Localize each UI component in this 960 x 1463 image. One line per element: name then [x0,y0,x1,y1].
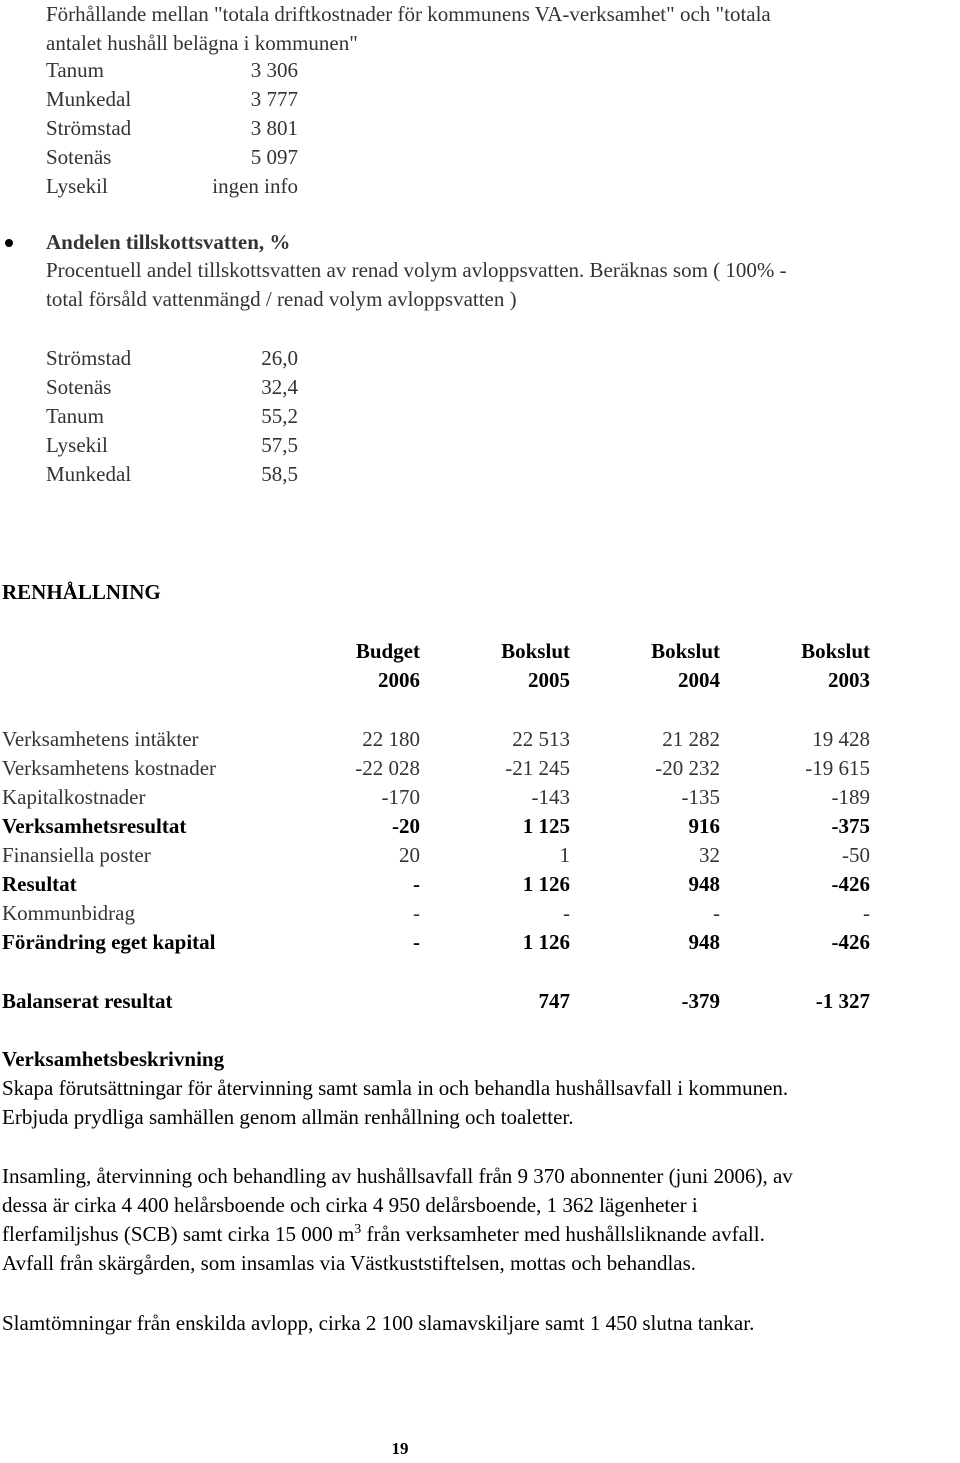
table-cell: -1 327 [815,989,870,1013]
table-cell: - [563,901,570,925]
description-line: Skapa förutsättningar för återvinning samt samla in och behandla hushållsavfall i kommunen. [2,1076,789,1100]
description-heading: Verksamhetsbeskrivning [2,1047,225,1071]
intro-row-value: 5 097 [250,145,298,169]
description-line-with-superscript [2,1220,765,1249]
row-label: Balanserat resultat [2,989,173,1013]
table-cell: 22 180 [362,727,420,751]
column-header: Bokslut [651,639,720,663]
tillskott-row-name: Tanum [46,404,105,428]
table-cell: -21 245 [505,756,570,780]
table-cell: - [863,901,870,925]
row-label: Verksamhetens intäkter [2,727,199,751]
column-year: 2006 [378,668,420,692]
tillskott-row-value: 26,0 [261,346,298,370]
table-cell: -50 [842,843,870,867]
table-cell: -426 [831,930,870,954]
table-cell: 747 [538,989,570,1013]
column-header: Bokslut [801,639,870,663]
superscript: 3 [354,1222,362,1237]
column-header: Bokslut [501,639,570,663]
table-cell: 1 [559,843,570,867]
description-text: från verksamheter med hushållsliknande avfall. [361,1222,765,1246]
description-line: Erbjuda prydliga samhällen genom allmän renhållning och toaletter. [2,1105,574,1129]
intro-row-name: Munkedal [46,87,132,111]
column-year: 2003 [828,668,870,692]
intro-row-name: Sotenäs [46,145,112,169]
description-line: Insamling, återvinning och behandling av hushållsavfall från 9 370 abonnenter (juni 2006), av [2,1164,793,1188]
table-cell: -379 [681,989,720,1013]
table-cell: -20 232 [655,756,720,780]
tillskott-row-value: 55,2 [261,404,298,428]
table-cell: 1 125 [522,814,570,838]
intro-row-value: 3 777 [250,87,298,111]
table-cell: -19 615 [805,756,870,780]
table-cell: - [713,901,720,925]
table-cell: -189 [831,785,870,809]
table-cell: -135 [681,785,720,809]
table-cell: 1 126 [522,930,570,954]
bullet-icon [5,239,13,247]
row-label: Förändring eget kapital [2,930,216,954]
page-number: 19 [391,1439,409,1458]
row-label: Verksamhetens kostnader [2,756,217,780]
table-cell: 20 [399,843,420,867]
tillskott-row-name: Strömstad [46,346,132,370]
intro-line-1: Förhållande mellan "totala driftkostnader för kommunens VA-verksamhet" och "totala [46,2,771,26]
tillskott-row-value: 32,4 [261,375,298,399]
table-cell: 1 126 [522,872,570,896]
table-cell: 22 513 [512,727,570,751]
table-cell: 19 428 [812,727,870,751]
table-cell: - [413,930,420,954]
tillskott-heading: Andelen tillskottsvatten, % [46,230,291,254]
intro-row-name: Lysekil [46,174,108,198]
table-cell: -22 028 [355,756,420,780]
table-cell: -375 [831,814,870,838]
table-cell: -20 [392,814,420,838]
intro-row-name: Strömstad [46,116,132,140]
description-text: flerfamiljshus (SCB) samt cirka 15 000 m [2,1222,355,1246]
table-cell: 948 [688,930,720,954]
row-label: Finansiella poster [2,843,151,867]
column-year: 2005 [528,668,570,692]
description-line: Slamtömningar från enskilda avlopp, cirka 2 100 slamavskiljare samt 1 450 slutna tankar. [2,1311,755,1335]
tillskott-desc-2: total försåld vattenmängd / renad volym avloppsvatten ) [46,287,517,311]
column-year: 2004 [678,668,720,692]
table-cell: -143 [531,785,570,809]
table-cell: 948 [688,872,720,896]
table-cell: 21 282 [662,727,720,751]
table-cell: - [413,872,420,896]
table-cell: - [413,901,420,925]
section-title: RENHÅLLNING [2,580,161,604]
table-cell: 916 [688,814,720,838]
table-cell: 32 [699,843,720,867]
row-label: Verksamhetsresultat [2,814,187,838]
tillskott-row-name: Munkedal [46,462,132,486]
tillskott-desc-1: Procentuell andel tillskottsvatten av renad volym avloppsvatten. Beräknas som ( 100% - [46,258,787,282]
description-line: Avfall från skärgården, som insamlas via Västkuststiftelsen, mottas och behandlas. [2,1251,697,1275]
intro-row-name: Tanum [46,58,105,82]
row-label: Resultat [2,872,77,896]
tillskott-row-value: 58,5 [261,462,298,486]
row-label: Kommunbidrag [2,901,135,925]
tillskott-row-name: Sotenäs [46,375,112,399]
table-cell: -426 [831,872,870,896]
description-line: dessa är cirka 4 400 helårsboende och cirka 4 950 delårsboende, 1 362 lägenheter i [2,1193,698,1217]
tillskott-row-value: 57,5 [261,433,298,457]
tillskott-row-name: Lysekil [46,433,108,457]
intro-line-2: antalet hushåll belägna i kommunen" [46,31,358,55]
table-cell: -170 [381,785,420,809]
intro-row-value: ingen info [212,174,298,198]
row-label: Kapitalkostnader [2,785,146,809]
intro-row-value: 3 306 [250,58,298,82]
column-header: Budget [355,639,420,663]
intro-row-value: 3 801 [250,116,298,140]
